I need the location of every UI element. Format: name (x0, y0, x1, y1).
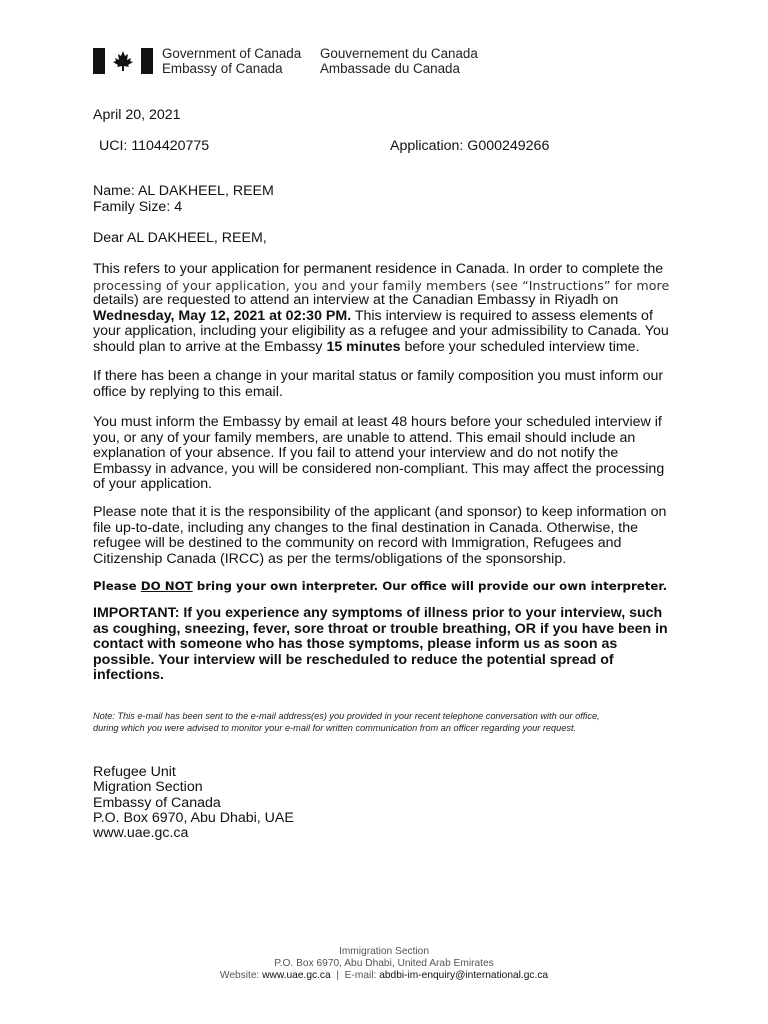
signature-website: www.uae.gc.ca (93, 825, 189, 842)
canada-flag-icon (93, 48, 153, 74)
paragraph-interview (93, 262, 683, 356)
p4-line: refugee will be destined to the community on record with Immigration, Refugees and (93, 535, 622, 552)
footer-address: P.O. Box 6970, Abu Dhabi, United Arab Emirates (274, 957, 494, 969)
p3-line: of your application. (93, 476, 213, 493)
p5-text: Please (93, 579, 141, 593)
application-number: Application: G000249266 (390, 138, 550, 154)
p3-line: You must inform the Embassy by email at least 48 hours before your scheduled interview if (93, 414, 662, 430)
p2-line: If there has been a change in your marital status or family composition you must inform our (93, 368, 664, 384)
p1-line: This refers to your application for permanent residence in Canada. In order to complete the (93, 261, 664, 277)
paragraph-responsibility (93, 505, 683, 567)
p3-line: Embassy in advance, you will be considered non-compliant. This may affect the processing (93, 460, 665, 477)
note-line: Note: This e-mail has been sent to the e-mail address(es) you provided in your recent telephone conversation with our office, (93, 711, 600, 721)
footer-contact (0, 970, 768, 982)
government-wordmark-fr (320, 46, 478, 76)
footer-section: Immigration Section (338, 946, 430, 957)
note-line: during which you were advised to monitor your e-mail for written communication from an officer regarding your request. (93, 722, 577, 733)
website-label: Website: (219, 969, 263, 981)
gov-en-title: Government of Canada (162, 46, 302, 61)
interview-datetime: Wednesday, May 12, 2021 at 02:30 PM. (93, 307, 352, 324)
p3-line: explanation of your absence. If you fail to attend your interview and do not notify the (93, 445, 619, 462)
p4-line: Citizenship Canada (IRCC) as per the terms/obligations of the sponsorship. (93, 550, 567, 567)
footer-separator: | (330, 969, 345, 981)
gov-fr-title: Gouvernement du Canada (320, 46, 478, 61)
p6-line: possible. Your interview will be rescheduled to reduce the potential spread of (93, 651, 614, 668)
p4-line: file up-to-date, including any changes to the final destination in Canada. Otherwise, the (93, 519, 638, 536)
paragraph-marital-status (93, 369, 683, 400)
p2-line: office by replying to this email. (93, 383, 283, 400)
p6-line: infections. (93, 667, 164, 684)
email-label: E-mail: (344, 969, 380, 981)
applicant-block (93, 184, 683, 215)
paragraph-important (93, 606, 683, 684)
email-note (93, 711, 693, 734)
applicant-name: Name: AL DAKHEEL, REEM (93, 183, 274, 199)
embassy-fr-title: Ambassade du Canada (320, 61, 460, 76)
website-link[interactable]: www.uae.gc.ca (262, 969, 331, 981)
p1-text: should plan to arrive at the Embassy (93, 338, 327, 355)
p6-line: as coughing, sneezing, fever, sore throat or trouble breathing, OR if you have been in (93, 620, 668, 637)
p4-line: Please note that it is the responsibility of the applicant (and sponsor) to keep information on (93, 504, 667, 520)
signature-unit: Refugee Unit (93, 764, 176, 780)
salutation: Dear AL DAKHEEL, REEM, (93, 230, 267, 246)
signature-embassy: Embassy of Canada (93, 794, 221, 811)
p1-line (93, 309, 683, 325)
signature-address: P.O. Box 6970, Abu Dhabi, UAE (93, 809, 294, 826)
uci-number: UCI: 1104420775 (99, 138, 210, 154)
government-wordmark-en (162, 46, 301, 76)
p1-line: your application, including your eligibility as a refugee and your admissibility to Canada. You (93, 323, 669, 340)
letter-date: April 20, 2021 (93, 107, 181, 123)
page-footer (0, 946, 768, 981)
embassy-en-title: Embassy of Canada (162, 61, 283, 76)
p6-line: IMPORTANT: If you experience any symptoms of illness prior to your interview, such (93, 605, 663, 621)
do-not-emphasis: DO NOT (140, 579, 193, 593)
p6-line: contact with someone who has those symptoms, please inform us as soon as (93, 636, 618, 653)
signature-block (93, 765, 683, 841)
email-link[interactable]: abdbi-im-enquiry@international.gc.ca (379, 969, 549, 981)
p1-text: This interview is required to assess elements of (351, 307, 653, 324)
family-size: Family Size: 4 (93, 198, 183, 215)
p1-text: before your scheduled interview time. (400, 338, 640, 355)
signature-section: Migration Section (93, 779, 203, 796)
p1-line: details) are requested to attend an interview at the Canadian Embassy in Riyadh on (93, 292, 619, 309)
arrival-minutes: 15 minutes (326, 338, 401, 355)
p5-text: bring your own interpreter. Our office will provide our own interpreter. (192, 579, 668, 593)
p3-line: you, or any of your family members, are unable to attend. This email should include an (93, 429, 636, 446)
paragraph-absence (93, 415, 683, 493)
p1-line: processing of your application, you and your family members (see “Instructions” for more (93, 277, 670, 293)
paragraph-interpreter (93, 579, 683, 595)
p1-line (93, 340, 683, 356)
